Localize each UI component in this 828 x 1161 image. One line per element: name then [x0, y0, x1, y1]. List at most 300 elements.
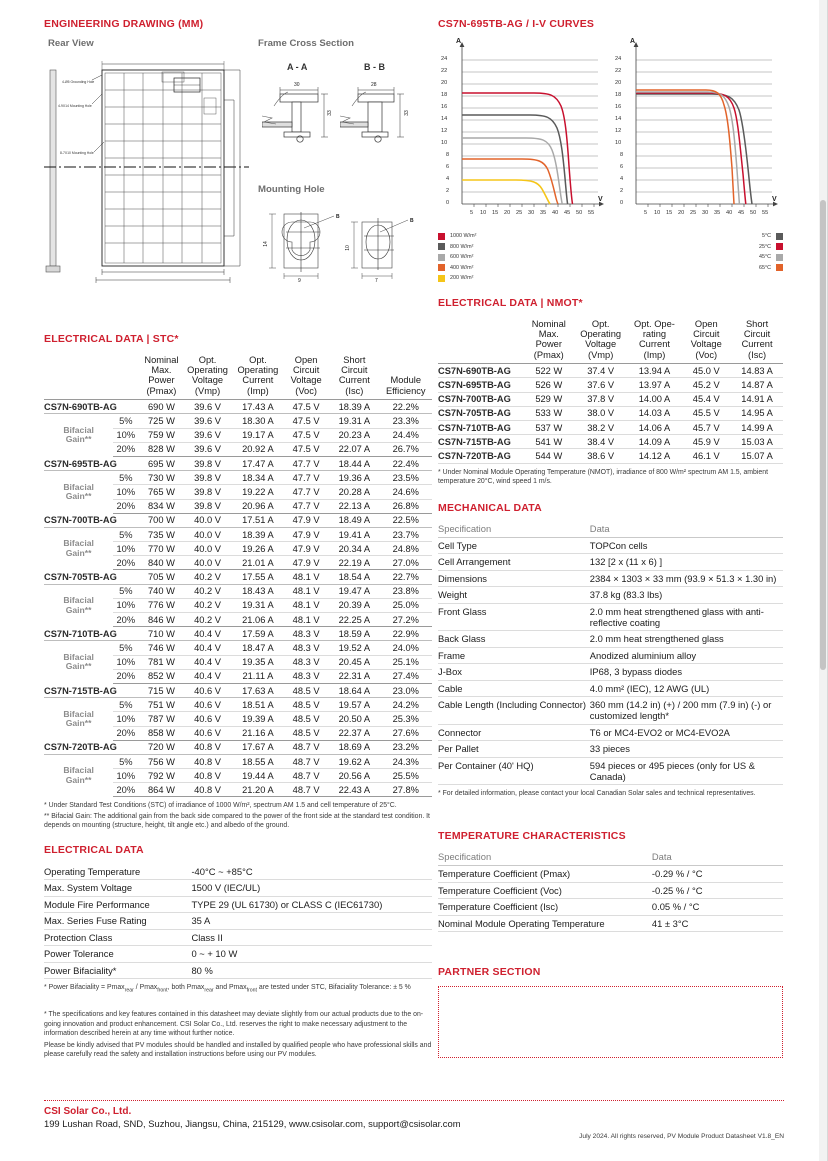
stc-cell: 40.4 V [182, 641, 232, 655]
temperature-col-data: Data [652, 850, 783, 866]
spec-key: Protection Class [44, 929, 191, 945]
legend-swatch-icon [776, 243, 783, 250]
nmot-cell: 13.97 A [628, 378, 682, 392]
frame-section-a-drawing [262, 76, 342, 161]
table-row [44, 641, 432, 655]
frame-b-width-dim: 28 [371, 82, 377, 88]
table-row [44, 698, 432, 712]
stc-cell: 40.2 V [182, 584, 232, 598]
nmot-cell: 45.5 V [681, 406, 731, 420]
table-row [438, 697, 783, 725]
stc-cell: 18.34 A [233, 471, 283, 485]
nmot-cell: 14.91 A [731, 392, 783, 406]
nmot-cell: 37.4 V [574, 364, 628, 378]
legend-swatch-icon [438, 264, 445, 271]
mechanical-col-data: Data [590, 522, 783, 538]
stc-cell: 17.67 A [233, 740, 283, 754]
bifacial-gain-percent: 10% [113, 598, 140, 612]
nmot-model-name: CS7N-710TB-AG [438, 420, 524, 434]
stc-cell: 24.2% [380, 698, 433, 712]
nmot-cell: 45.2 V [681, 378, 731, 392]
stc-cell: 18.49 A [329, 513, 379, 527]
nmot-cell: 14.03 A [628, 406, 682, 420]
stc-cell: 700 W [140, 513, 182, 527]
nmot-table [438, 317, 783, 464]
engineering-drawing [44, 38, 432, 293]
spec-key: Per Pallet [438, 741, 590, 757]
stc-cell: 840 W [140, 556, 182, 570]
table-row [44, 513, 432, 527]
stc-cell: 756 W [140, 754, 182, 768]
bifacial-gain-percent: 20% [113, 613, 140, 627]
bifacial-gain-percent: 10% [113, 485, 140, 499]
frame-b-height-dim: 33 [403, 110, 410, 116]
stc-cell: 765 W [140, 485, 182, 499]
nmot-cell: 13.94 A [628, 364, 682, 378]
stc-cell: 48.7 V [283, 754, 329, 768]
stc-cell: 40.0 V [182, 527, 232, 541]
stc-cell: 22.9% [380, 627, 433, 641]
spec-key: Temperature Coefficient (Voc) [438, 882, 652, 898]
table-row [44, 570, 432, 584]
list-item [438, 274, 476, 282]
spec-value: TOPCon cells [590, 537, 783, 553]
stc-cell: 23.3% [380, 414, 433, 428]
stc-cell: 25.5% [380, 769, 433, 783]
mechanical-data-title: MECHANICAL DATA [438, 501, 542, 514]
stc-cell: 828 W [140, 442, 182, 456]
stc-cell: 48.5 V [283, 726, 329, 740]
stc-cell: 19.35 A [233, 655, 283, 669]
stc-cell: 740 W [140, 584, 182, 598]
stc-cell: 864 W [140, 783, 182, 797]
stc-cell: 39.8 V [182, 456, 232, 470]
scrollbar-track[interactable] [819, 0, 827, 1161]
spec-key: Weight [438, 587, 590, 603]
stc-cell: 26.8% [380, 499, 433, 513]
stc-cell: 47.9 V [283, 513, 329, 527]
nmot-model-name: CS7N-695TB-AG [438, 378, 524, 392]
bifacial-gain-percent: 5% [113, 584, 140, 598]
table-row [44, 946, 432, 962]
list-item [759, 232, 783, 240]
nmot-cell: 38.0 V [574, 406, 628, 420]
table-row [438, 899, 783, 915]
table-row [438, 882, 783, 898]
stc-cell: 17.59 A [233, 627, 283, 641]
annotation-grounding-hole: 4-Ø5 Grounding Hole [62, 80, 95, 84]
bifacial-gain-percent: 10% [113, 542, 140, 556]
frame-cross-section-label: Frame Cross Section [258, 38, 354, 49]
nmot-cell: 522 W [524, 364, 574, 378]
stc-cell: 27.8% [380, 783, 433, 797]
legend-swatch-icon [776, 233, 783, 240]
nmot-col-pmax: Nominal Max. Power (Pmax) [524, 317, 574, 364]
stc-cell: 710 W [140, 627, 182, 641]
nmot-model-name: CS7N-715TB-AG [438, 435, 524, 449]
stc-cell: 48.1 V [283, 584, 329, 598]
stc-cell: 759 W [140, 428, 182, 442]
stc-cell: 27.2% [380, 613, 433, 627]
mechanical-col-spec: Specification [438, 522, 590, 538]
table-row [438, 866, 783, 882]
stc-table [44, 353, 432, 797]
temperature-table [438, 850, 783, 932]
legend-label: 600 W/m² [450, 254, 474, 261]
spec-value: T6 or MC4-EVO2 or MC4-EVO2A [590, 724, 783, 740]
spec-key: Back Glass [438, 631, 590, 647]
nmot-cell: 14.00 A [628, 392, 682, 406]
temperature-table-body [438, 866, 783, 932]
stc-cell: 48.5 V [283, 712, 329, 726]
nmot-col-voc: Open Circuit Voltage (Voc) [681, 317, 731, 364]
spec-key: Max. System Voltage [44, 880, 191, 896]
stc-cell: 39.6 V [182, 414, 232, 428]
stc-cell: 751 W [140, 698, 182, 712]
table-row [438, 449, 783, 463]
footer-revision: July 2024. All rights reserved, PV Module Product Datasheet V1.8_EN [579, 1133, 784, 1140]
spec-value: Anodized aluminium alloy [590, 647, 783, 663]
stc-cell: 40.0 V [182, 513, 232, 527]
nmot-cell: 533 W [524, 406, 574, 420]
stc-cell: 22.07 A [329, 442, 379, 456]
stc-cell: 730 W [140, 471, 182, 485]
stc-model-name: CS7N-695TB-AG [44, 456, 140, 470]
disclaimer-paragraph-1: * The specifications and key features contained in this datasheet may deviate slightly from our actual products due to the on-going innovation and product enhancement. CSI Solar Co., Ltd. reserves the right to make necessary adjustment to the information described herein at any time without further notice. [44, 1011, 424, 1038]
stc-cell: 20.23 A [329, 428, 379, 442]
stc-cell: 22.2% [380, 400, 433, 414]
stc-cell: 23.7% [380, 527, 433, 541]
table-row [438, 680, 783, 696]
iv-chart-irradiance-svg [438, 38, 606, 228]
stc-cell: 40.2 V [182, 598, 232, 612]
table-row [438, 631, 783, 647]
hole-callout-b-right: B [410, 218, 414, 224]
nmot-col-vmp: Opt. Operating Voltage (Vmp) [574, 317, 628, 364]
spec-value: 360 mm (14.2 in) (+) / 200 mm (7.9 in) (-) or customized length* [590, 697, 783, 725]
stc-cell: 19.44 A [233, 769, 283, 783]
nmot-cell: 45.7 V [681, 420, 731, 434]
footer-company-name: CSI Solar Co., Ltd. [44, 1106, 132, 1117]
nmot-cell: 37.6 V [574, 378, 628, 392]
table-row [438, 406, 783, 420]
stc-cell: 21.01 A [233, 556, 283, 570]
stc-cell: 781 W [140, 655, 182, 669]
table-row [438, 392, 783, 406]
temperature-col-spec: Specification [438, 850, 652, 866]
mechanical-data-body [438, 537, 783, 784]
iv-chart1-x-axis-label: V [598, 196, 603, 203]
nmot-col-isc: Short Circuit Current (Isc) [731, 317, 783, 364]
stc-cell: 858 W [140, 726, 182, 740]
spec-key: Frame [438, 647, 590, 663]
stc-cell: 19.47 A [329, 584, 379, 598]
nmot-cell: 15.07 A [731, 449, 783, 463]
rear-view-drawing [44, 60, 249, 290]
table-row [438, 420, 783, 434]
stc-model-name: CS7N-715TB-AG [44, 683, 140, 697]
bifacial-gain-label: Bifacial Gain** [63, 708, 94, 729]
stc-cell: 24.8% [380, 542, 433, 556]
stc-cell: 23.5% [380, 471, 433, 485]
nmot-cell: 14.99 A [731, 420, 783, 434]
stc-cell: 39.6 V [182, 400, 232, 414]
stc-cell: 17.55 A [233, 570, 283, 584]
stc-cell: 40.8 V [182, 754, 232, 768]
stc-col-eff: Module Efficiency [380, 353, 433, 400]
table-row [438, 378, 783, 392]
spec-value: 0.05 % / °C [652, 899, 783, 915]
stc-cell: 690 W [140, 400, 182, 414]
list-item [438, 264, 476, 272]
stc-cell: 40.6 V [182, 712, 232, 726]
stc-note-1: * Under Standard Test Conditions (STC) of irradiance of 1000 W/m², spectrum AM 1.5 and cell temperature of 25°C. [44, 802, 397, 810]
stc-cell: 725 W [140, 414, 182, 428]
stc-cell: 852 W [140, 669, 182, 683]
stc-cell: 18.43 A [233, 584, 283, 598]
spec-value: 37.8 kg (83.3 lbs) [590, 587, 783, 603]
stc-cell: 20.56 A [329, 769, 379, 783]
rear-view-label: Rear View [48, 38, 94, 49]
stc-cell: 20.45 A [329, 655, 379, 669]
stc-cell: 19.17 A [233, 428, 283, 442]
nmot-cell: 38.2 V [574, 420, 628, 434]
spec-value: 2.0 mm heat strengthened glass with anti-reflective coating [590, 603, 783, 631]
nmot-cell: 38.4 V [574, 435, 628, 449]
stc-col-blank [44, 353, 140, 400]
spec-key: Max. Series Fuse Rating [44, 913, 191, 929]
legend-label: 45°C [758, 254, 771, 261]
stc-cell: 40.4 V [182, 627, 232, 641]
table-row [438, 570, 783, 586]
stc-cell: 20.39 A [329, 598, 379, 612]
legend-swatch-icon [438, 243, 445, 250]
nmot-cell: 45.4 V [681, 392, 731, 406]
spec-value: -0.29 % / °C [652, 866, 783, 882]
bifacial-gain-label: Bifacial Gain** [63, 424, 94, 445]
nmot-cell: 15.03 A [731, 435, 783, 449]
bifacial-gain-percent: 5% [113, 754, 140, 768]
table-row [438, 757, 783, 785]
spec-value: 41 ± 3°C [652, 915, 783, 931]
stc-cell: 19.31 A [329, 414, 379, 428]
spec-value: 80 % [191, 962, 432, 978]
spec-key: Per Container (40' HQ) [438, 757, 590, 785]
table-row [438, 603, 783, 631]
bifacial-gain-percent: 5% [113, 698, 140, 712]
bifacial-gain-percent: 5% [113, 641, 140, 655]
spec-value: 132 [2 x (11 x 6) ] [590, 554, 783, 570]
spec-key: Operating Temperature [44, 864, 191, 880]
table-row [44, 929, 432, 945]
stc-cell: 39.6 V [182, 442, 232, 456]
table-row [438, 664, 783, 680]
spec-key: Cell Type [438, 537, 590, 553]
stc-cell: 18.44 A [329, 456, 379, 470]
stc-cell: 40.4 V [182, 669, 232, 683]
nmot-cell: 37.8 V [574, 392, 628, 406]
stc-cell: 770 W [140, 542, 182, 556]
stc-cell: 39.8 V [182, 485, 232, 499]
list-item [759, 264, 783, 272]
section-a-a-label: A - A [287, 62, 308, 72]
stc-note-2: ** Bifacial Gain: The additional gain from the back side compared to the power of the front side at the standard test condition. It depends on mounting (structure, height, tilt angle etc.) and albedo of the ground. [44, 812, 430, 829]
stc-cell: 25.0% [380, 598, 433, 612]
spec-value: 0 ~ + 10 W [191, 946, 432, 962]
spec-key: Dimensions [438, 570, 590, 586]
bifacial-gain-label: Bifacial Gain** [63, 595, 94, 615]
nmot-col-imp: Opt. Ope- rating Current (Imp) [628, 317, 682, 364]
bifacial-gain-label: Bifacial Gain** [63, 481, 94, 502]
stc-cell: 40.4 V [182, 655, 232, 669]
stc-cell: 27.4% [380, 669, 433, 683]
stc-cell: 792 W [140, 769, 182, 783]
stc-cell: 17.43 A [233, 400, 283, 414]
spec-value: IP68, 3 bypass diodes [590, 664, 783, 680]
list-item [438, 243, 476, 251]
stc-cell: 20.92 A [233, 442, 283, 456]
spec-key: Nominal Module Operating Temperature [438, 915, 652, 931]
bifacial-gain-label: Bifacial Gain** [63, 651, 94, 672]
stc-cell: 18.54 A [329, 570, 379, 584]
bifacial-gain-label: Bifacial Gain** [63, 538, 94, 558]
stc-cell: 19.26 A [233, 542, 283, 556]
iv-curves-charts [438, 38, 783, 228]
table-row [44, 400, 432, 414]
stc-cell: 24.0% [380, 641, 433, 655]
stc-cell: 48.3 V [283, 641, 329, 655]
annotation-mounting-hole-9x14: 4-9X14 Mounting Hole [58, 104, 92, 108]
spec-value: 594 pieces or 495 pieces (only for US & Canada) [590, 757, 783, 785]
bifacial-gain-percent: 10% [113, 769, 140, 783]
stc-cell: 19.52 A [329, 641, 379, 655]
stc-cell: 787 W [140, 712, 182, 726]
stc-col-voc: Open Circuit Voltage (Voc) [283, 353, 329, 400]
stc-cell: 24.4% [380, 428, 433, 442]
mechanical-note: * For detailed information, please contact your local Canadian Solar sales and technical representatives. [438, 790, 756, 798]
stc-cell: 21.11 A [233, 669, 283, 683]
mounting-hole-label: Mounting Hole [258, 184, 325, 195]
stc-cell: 18.30 A [233, 414, 283, 428]
stc-model-name: CS7N-720TB-AG [44, 740, 140, 754]
stc-cell: 47.5 V [283, 400, 329, 414]
stc-cell: 39.8 V [182, 471, 232, 485]
stc-cell: 22.31 A [329, 669, 379, 683]
stc-cell: 47.9 V [283, 542, 329, 556]
stc-cell: 18.39 A [233, 527, 283, 541]
hole1-height-dim: 14 [262, 241, 269, 247]
frame-section-b-drawing [340, 76, 420, 161]
stc-cell: 40.6 V [182, 683, 232, 697]
legend-label: 800 W/m² [450, 243, 474, 250]
stc-cell: 48.3 V [283, 627, 329, 641]
stc-model-name: CS7N-710TB-AG [44, 627, 140, 641]
stc-cell: 834 W [140, 499, 182, 513]
table-row [438, 435, 783, 449]
table-row [438, 915, 783, 931]
iv-chart2-y-axis-label: A [630, 38, 636, 45]
bifacial-gain-percent: 20% [113, 499, 140, 513]
spec-value: TYPE 29 (UL 61730) or CLASS C (IEC61730) [191, 896, 432, 912]
nmot-cell: 14.83 A [731, 364, 783, 378]
nmot-cell: 529 W [524, 392, 574, 406]
stc-cell: 48.3 V [283, 669, 329, 683]
table-row [438, 741, 783, 757]
stc-cell: 40.8 V [182, 769, 232, 783]
electrical-data-title: ELECTRICAL DATA [44, 843, 144, 856]
stc-cell: 22.4% [380, 456, 433, 470]
stc-cell: 18.47 A [233, 641, 283, 655]
table-row [438, 364, 783, 378]
engineering-drawing-title: ENGINEERING DRAWING (MM) [44, 18, 204, 30]
stc-cell: 23.2% [380, 740, 433, 754]
stc-cell: 47.5 V [283, 428, 329, 442]
spec-key: Power Tolerance [44, 946, 191, 962]
spec-key: Front Glass [438, 603, 590, 631]
frame-a-width-dim: 30 [294, 82, 300, 88]
partner-section-box[interactable] [438, 986, 783, 1058]
footer-address: 199 Lushan Road, SND, Suzhou, Jiangsu, China, 215129, www.csisolar.com, support@csisolar.com [44, 1118, 461, 1129]
spec-value: 1500 V (IEC/UL) [191, 880, 432, 896]
stc-cell: 40.6 V [182, 698, 232, 712]
legend-label: 400 W/m² [450, 264, 474, 271]
stc-cell: 19.39 A [233, 712, 283, 726]
iv-legend [438, 232, 783, 285]
stc-cell: 48.1 V [283, 570, 329, 584]
stc-cell: 23.8% [380, 584, 433, 598]
stc-cell: 19.62 A [329, 754, 379, 768]
stc-cell: 19.22 A [233, 485, 283, 499]
list-item [759, 243, 783, 251]
electrical-data-table [44, 864, 432, 979]
disclaimer-paragraph-2: Please be kindly advised that PV modules should be handled and installed by qualified people who have professional skills and please carefully read the safety and installation instructions before using our PV modules. [44, 1041, 432, 1059]
electrical-note: * Power Bifaciality = Pmax$_{rear}$ / Pmax$_{front}$, both Pmax$_{rear}$ and Pmax$_{front}$ are tested under STC, Bifaciality Tolerance: ± 5 % [44, 984, 411, 994]
iv-legend-temperature [759, 232, 783, 285]
scrollbar-thumb[interactable] [820, 200, 826, 670]
stc-cell: 27.6% [380, 726, 433, 740]
stc-cell: 40.0 V [182, 556, 232, 570]
nmot-cell: 14.12 A [628, 449, 682, 463]
stc-cell: 24.6% [380, 485, 433, 499]
nmot-cell: 14.06 A [628, 420, 682, 434]
stc-col-pmax: Nominal Max. Power (Pmax) [140, 353, 182, 400]
bifacial-gain-percent: 5% [113, 414, 140, 428]
stc-model-name: CS7N-700TB-AG [44, 513, 140, 527]
stc-cell: 27.0% [380, 556, 433, 570]
stc-model-name: CS7N-690TB-AG [44, 400, 140, 414]
spec-key: Module Fire Performance [44, 896, 191, 912]
spec-value: Class II [191, 929, 432, 945]
bifacial-gain-percent: 20% [113, 783, 140, 797]
stc-cell: 48.7 V [283, 769, 329, 783]
stc-cell: 48.1 V [283, 598, 329, 612]
table-row [44, 527, 432, 541]
stc-cell: 19.36 A [329, 471, 379, 485]
nmot-cell: 45.0 V [681, 364, 731, 378]
stc-cell: 19.41 A [329, 527, 379, 541]
stc-cell: 846 W [140, 613, 182, 627]
spec-value: 2.0 mm heat strengthened glass [590, 631, 783, 647]
legend-label: 5°C [761, 233, 771, 239]
nmot-cell: 526 W [524, 378, 574, 392]
stc-cell: 735 W [140, 527, 182, 541]
stc-cell: 40.8 V [182, 740, 232, 754]
stc-cell: 39.8 V [182, 499, 232, 513]
spec-key: Connector [438, 724, 590, 740]
stc-cell: 47.7 V [283, 471, 329, 485]
stc-cell: 40.0 V [182, 542, 232, 556]
table-row [438, 724, 783, 740]
